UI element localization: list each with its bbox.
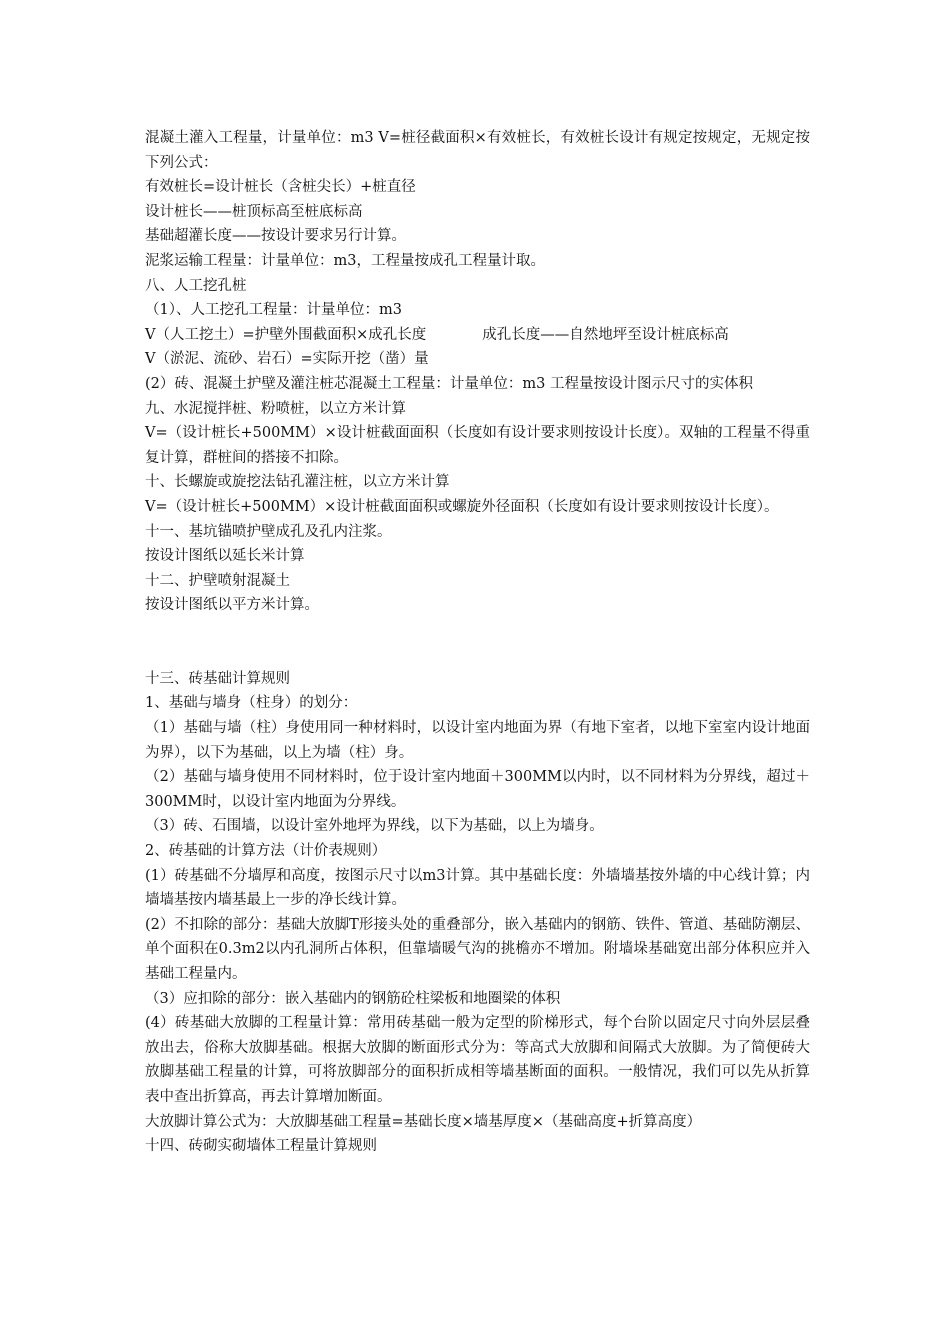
paragraph-mixing-pile-formula: V=（设计桩长+500MM）×设计桩截面面积（长度如有设计要求则按设计长度）。双轴的工程量不得重复计算，群桩间的搭接不扣除。 xyxy=(145,425,810,466)
document-body xyxy=(145,126,810,1159)
paragraph-deducted: （3）应扣除的部分：嵌入基础内的钢筋砼柱梁板和地圈梁的体积 xyxy=(145,990,561,1007)
paragraph-stepped-footing-formula: 大放脚计算公式为：大放脚基础工程量=基础长度×墙基厚度×（基础高度+折算高度） xyxy=(145,1113,702,1130)
paragraph-not-deducted: (2）不扣除的部分：基础大放脚T形接头处的重叠部分，嵌入基础内的钢筋、铁件、管道、基础防潮层、单个面积在0.3m2以内孔洞所占体积，但靠墙暖气沟的挑檐亦不增加。附墙垛基础宽出部分体积应并入基础工程量内。 xyxy=(145,916,810,982)
paragraph-anchor-length-rule: 按设计图纸以延长米计算 xyxy=(145,548,305,565)
heading-manual-dug-pile: 八、人工挖孔桩 xyxy=(145,277,247,294)
heading-cement-mixing-pile: 九、水泥搅拌桩、粉喷桩，以立方米计算 xyxy=(145,400,406,417)
formula-hole-length: 成孔长度——自然地坪至设计桩底标高 xyxy=(482,326,729,343)
paragraph-same-material-division: （1）基础与墙（柱）身使用同一种材料时，以设计室内地面为界（有地下室者，以地下室室内设计地面为界），以下为基础，以上为墙（柱）身。 xyxy=(145,720,810,761)
heading-brick-foundation-method: 2、砖基础的计算方法（计价表规则） xyxy=(145,843,387,860)
paragraph-manual-dig-volume: （1）、人工挖孔工程量：计量单位：m3 xyxy=(145,302,402,319)
heading-brick-foundation-rules: 十三、砖基础计算规则 xyxy=(145,670,290,687)
paragraph-foundation-volume: (1）砖基础不分墙厚和高度，按图示尺寸以m3计算。其中基础长度：外墙墙基按外墙的中心线计算；内墙墙基按内墙基最上一步的净长线计算。 xyxy=(145,867,810,909)
paragraph-fence-wall-division: （3）砖、石围墙，以设计室外地坪为界线，以下为基础，以上为墙身。 xyxy=(145,818,604,835)
paragraph-auger-pile-formula: V=（设计桩长+500MM）×设计桩截面面积或螺旋外径面积（长度如有设计要求则按设计长度）。 xyxy=(145,498,779,515)
paragraph-manual-dig-formula xyxy=(145,323,810,348)
heading-foundation-wall-division: 1、基础与墙身（柱身）的划分： xyxy=(145,695,358,712)
paragraph-stepped-footing: (4）砖基础大放脚的工程量计算：常用砖基础一般为定型的阶梯形式，每个台阶以固定尺寸向外层层叠放出去，俗称大放脚基础。根据大放脚的断面形式分为：等高式大放脚和间隔式大放脚。为了简便砖大放脚基础工程量的计算，可将放脚部分的面积折成相等墙基断面的面积。一般情况，我们可以先从折算表中查出折算高，再去计算增加断面。 xyxy=(145,1015,810,1105)
heading-long-auger-pile: 十、长螺旋或旋挖法钻孔灌注桩，以立方米计算 xyxy=(145,474,450,491)
paragraph-slurry-transport: 泥浆运输工程量：计量单位：m3，工程量按成孔工程量计取。 xyxy=(145,252,545,269)
paragraph-effective-pile-length: 有效桩长=设计桩长（含桩尖长）+桩直径 xyxy=(145,179,416,196)
paragraph-design-pile-length: 设计桩长——桩顶标高至桩底标高 xyxy=(145,203,363,220)
paragraph-shotcrete-area-rule: 按设计图纸以平方米计算。 xyxy=(145,597,319,614)
heading-shotcrete-wall: 十二、护壁喷射混凝土 xyxy=(145,572,290,589)
paragraph-different-material-division: （2）基础与墙身使用不同材料时，位于设计室内地面＋300MM以内时，以不同材料为分界线，超过＋300MM时，以设计室内地面为分界线。 xyxy=(145,769,810,810)
paragraph-over-pour-length: 基础超灌长度——按设计要求另行计算。 xyxy=(145,228,406,245)
paragraph-pile-concrete-volume: 混凝土灌入工程量，计量单位：m3 V=桩径截面积×有效桩长，有效桩长设计有规定按规定，无规定按下列公式： xyxy=(145,130,810,171)
heading-solid-brick-wall-rules: 十四、砖砌实砌墙体工程量计算规则 xyxy=(145,1138,377,1155)
paragraph-silt-rock-volume: V（淤泥、流砂、岩石）=实际开挖（凿）量 xyxy=(145,351,429,368)
paragraph-retaining-wall-concrete: (2）砖、混凝土护壁及灌注桩芯混凝土工程量：计量单位：m3 工程量按设计图示尺寸的实体积 xyxy=(145,375,753,392)
heading-anchor-shotcrete: 十一、基坑锚喷护壁成孔及孔内注浆。 xyxy=(145,523,392,540)
formula-manual-dig: V（人工挖土）=护壁外围截面积×成孔长度 xyxy=(145,326,427,343)
section-spacer xyxy=(145,618,810,667)
